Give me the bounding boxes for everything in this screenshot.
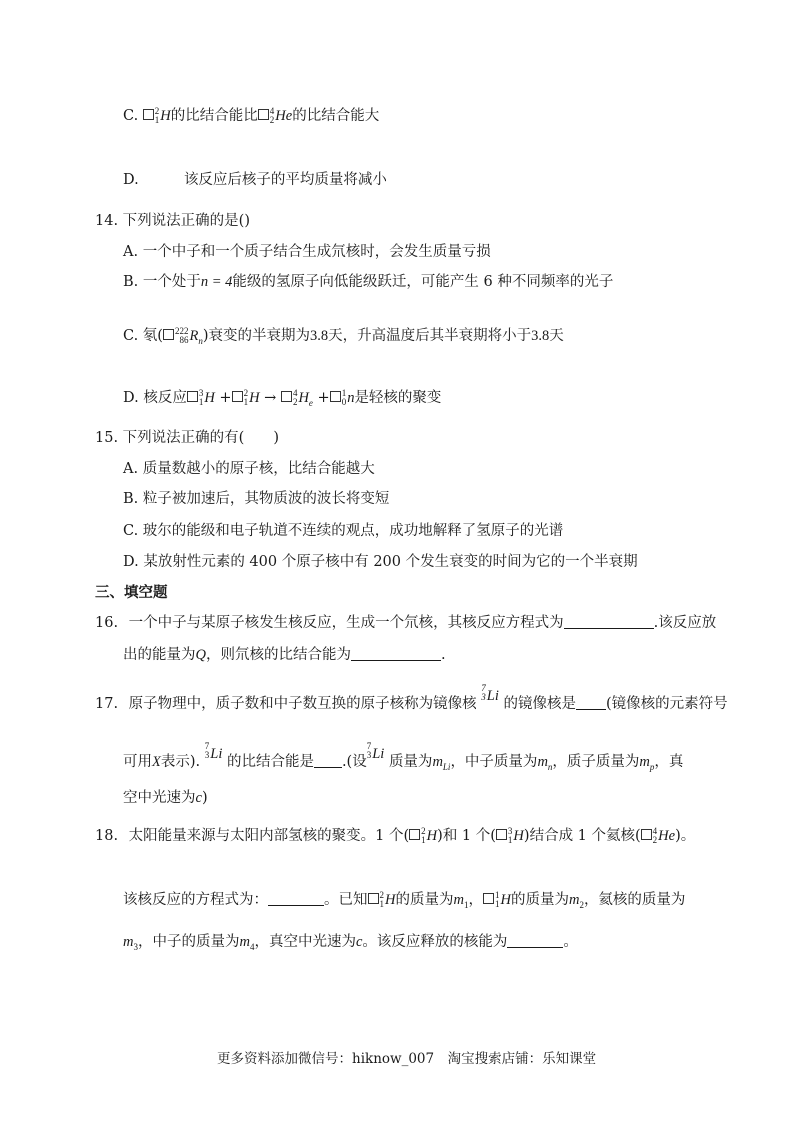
q18-line1: 18. 太阳能量来源与太阳内部氢核的聚变。1 个( 2 1 H)和 1 个( 3 1 H)结合成 1 个氦核( 4 2 He)。 [95,826,696,845]
answer-blank[interactable] [564,614,654,629]
hydrogen-2-symbol: H [160,108,171,124]
q15-option-c: C. 玻尔的能级和电子轨道不连续的观点，成功地解释了氢原子的光谱 [123,523,564,539]
q16-line2: 出的能量为Q，则氘核的比结合能为 . [123,647,446,663]
question-number: 15. [95,430,119,446]
q14-option-d: D. 核反应 3 1 H + 2 1 H → 4 2 $H_e$ + 1 0 n是轻核的聚变 [123,388,442,408]
q14-option-c: C. 氡( 222 86 $R_n$)衰变的半衰期为3.8天，升高温度后其半衰期将小于3.8天 [123,326,564,346]
footer-text: 更多资料添加微信号：hiknow_007 淘宝搜索店铺：乐知课堂 [217,1051,597,1067]
question-number: 16. [95,615,119,631]
placeholder-box-icon [409,829,420,840]
q14-stem: 14. 下列说法正确的是() [95,213,250,229]
q17-line3: 空中光速为c) [123,790,208,806]
answer-blank[interactable] [268,891,324,906]
q15-option-a: A. 质量数越小的原子核，比结合能越大 [123,461,375,477]
placeholder-box-icon [483,893,494,904]
option-label: C. [123,108,139,124]
q18-line2: 该核反应的方程式为： 。已知 2 1 H的质量为$m_1$， 1 1 H的质量为$m_2$，氦核的质量为 [123,890,686,910]
q17-line2: 可用X表示). 7 3 Li 的比结合能是 .(设 7 3 Li 质量为$m_{Li}$，中子质量为$m_n$，质子质量为$m_p$，真 [123,741,684,772]
answer-blank[interactable] [314,753,342,768]
reaction-arrow: → [264,390,277,406]
question-number: 14. [95,213,119,229]
placeholder-box-icon [368,893,379,904]
question-number: 18. [95,828,119,844]
placeholder-box-icon [163,329,174,340]
answer-blank[interactable] [576,695,606,710]
q15-stem: 15. 下列说法正确的有( ) [95,430,279,446]
q18-line3: $m_3$，中子的质量为$m_4$，真空中光速为c。该反应释放的核能为 。 [123,934,578,952]
answer-paren: () [238,213,250,229]
placeholder-box-icon [187,391,198,402]
helium-4-symbol: He [275,108,293,124]
placeholder-box-icon [232,391,243,402]
answer-blank[interactable] [507,933,563,948]
option-label: D. [123,172,139,188]
answer-blank[interactable] [351,646,441,661]
q13-option-d: D. 该反应后核子的平均质量将减小 [123,172,387,188]
q14-option-b: B. 一个处于n = 4能级的氢原子向低能级跃迁，可能产生 6 种不同频率的光子 [123,274,614,290]
placeholder-box-icon [258,109,269,120]
placeholder-box-icon [330,391,341,402]
question-number: 17. [95,696,119,712]
q17-line1: 17. 原子物理中，质子数和中子数互换的原子核称为镜像核 7 3 Li 的镜像核是 (镜像核的元素符号 [95,683,728,712]
placeholder-box-icon [496,829,507,840]
placeholder-box-icon [641,829,652,840]
q16-line1: 16. 一个中子与某原子核发生核反应，生成一个氘核，其核反应方程式为 .该反应放 [95,615,717,631]
placeholder-box-icon [281,391,292,402]
q15-option-b: B. 粒子被加速后，其物质波的波长将变短 [123,491,390,507]
q15-option-d: D. 某放射性元素的 400 个原子核中有 200 个发生衰变的时间为它的一个半衰期 [123,554,638,570]
section-title: 三、填空题 [95,584,168,601]
q14-option-a: A. 一个中子和一个质子结合生成氘核时，会发生质量亏损 [123,244,491,260]
placeholder-box-icon [143,109,154,120]
answer-paren: ( ) [238,430,279,446]
q13-option-c: C. 2 1 H的比结合能比 4 2 He的比结合能大 [123,106,380,125]
